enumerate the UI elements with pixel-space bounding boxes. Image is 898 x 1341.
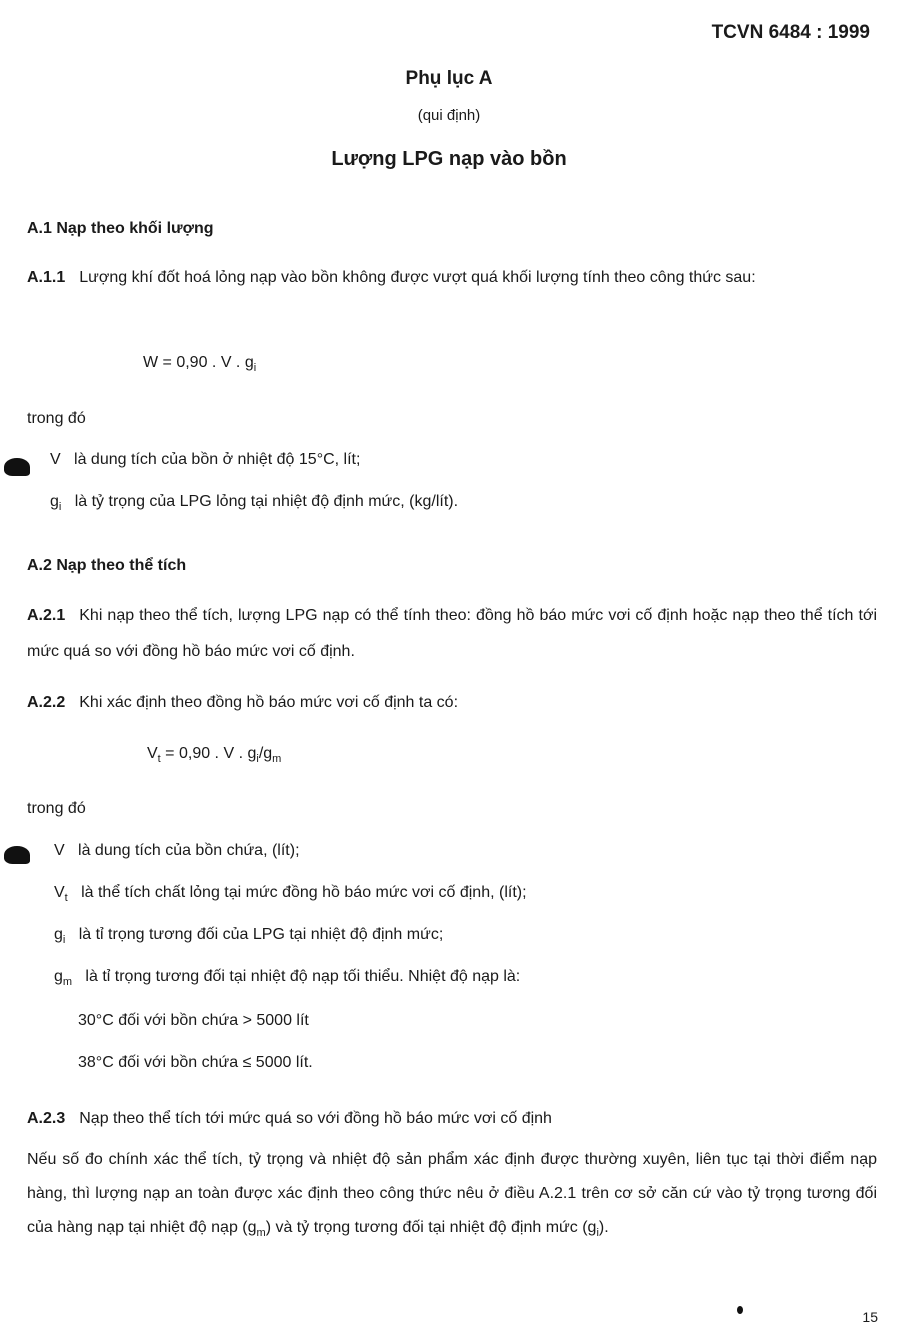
definition-text: là tỉ trọng tương đối tại nhiệt độ nạp tối thiểu. Nhiệt độ nạp là: — [85, 968, 521, 985]
formula-subscript: i — [253, 362, 257, 375]
paragraph-a22 — [27, 686, 877, 720]
definition-v — [54, 842, 300, 860]
section-heading-a1: A.1 Nạp theo khối lượng — [27, 220, 214, 237]
definition-v — [50, 451, 360, 469]
temperature-rule-2: 38°C đối với bồn chứa ≤ 5000 lít. — [78, 1054, 313, 1071]
formula-part: = 0,90 . V . g — [160, 745, 257, 762]
temperature-rule-1: 30°C đối với bồn chứa > 5000 lít — [78, 1012, 309, 1029]
where-label: trong đó — [27, 800, 86, 817]
symbol-subscript: m — [256, 1227, 266, 1240]
paragraph-a21 — [27, 598, 877, 670]
definition-gm — [54, 968, 520, 988]
formula-part: V — [147, 745, 158, 762]
definition-text: là tỉ trọng tương đối của LPG tại nhiệt độ định mức; — [78, 926, 444, 943]
appendix-title: Phụ lục A — [405, 68, 493, 89]
section-heading-a2: A.2 Nạp theo thể tích — [27, 557, 187, 574]
formula-part: /g — [258, 745, 273, 762]
symbol-subscript: i — [62, 934, 66, 947]
formula-vt — [147, 745, 281, 765]
symbol-subscript: t — [64, 892, 68, 905]
paragraph-a23 — [27, 1143, 877, 1250]
symbol-subscript: i — [596, 1227, 599, 1240]
definition-vt — [54, 884, 527, 904]
clause-number: A.1.1 — [27, 269, 66, 286]
formula-subscript: m — [272, 753, 282, 766]
definition-text: là dung tích của bồn ở nhiệt độ 15°C, lít; — [74, 451, 361, 468]
standard-code: TCVN 6484 : 1999 — [711, 22, 870, 43]
symbol: V — [54, 842, 65, 859]
clause-text: ) và tỷ trọng tương đối tại nhiệt độ định mức (g — [265, 1219, 597, 1236]
definition-text: là tỷ trọng của LPG lỏng tại nhiệt độ định mức, (kg/lít). — [74, 493, 459, 510]
formula-w — [143, 354, 256, 374]
definition-gi — [50, 493, 458, 513]
symbol: V — [50, 451, 61, 468]
formula-subscript: t — [157, 753, 161, 766]
appendix-subject: Lượng LPG nạp vào bồn — [331, 148, 567, 170]
formula-subscript: i — [256, 753, 259, 766]
definition-gi — [54, 926, 443, 946]
symbol: g — [50, 493, 59, 510]
heading-a23 — [27, 1102, 877, 1136]
symbol-subscript: m — [62, 976, 73, 989]
where-label: trong đó — [27, 410, 86, 427]
scan-mark — [4, 458, 30, 476]
paragraph-a11 — [27, 260, 877, 296]
clause-title: Nạp theo thể tích tới mức quá so với đồng hồ báo mức vơi cố định — [79, 1110, 552, 1127]
clause-text: Lượng khí đốt hoá lỏng nạp vào bồn không được vượt quá khối lượng tính theo công thức sau: — [79, 269, 756, 286]
definition-text: là dung tích của bồn chứa, (lít); — [78, 842, 300, 859]
clause-text: Khi nạp theo thể tích, lượng LPG nạp có thể tính theo: đồng hồ báo mức vơi cố định hoặc nạp theo thể tích tới mức quá so với đồng hồ báo mức vơi cố định. — [27, 607, 877, 660]
clause-text: Khi xác định theo đồng hồ báo mức vơi cố định ta có: — [79, 694, 459, 711]
symbol: V — [54, 884, 65, 901]
page-number: 15 — [862, 1309, 878, 1325]
symbol-subscript: i — [58, 501, 62, 514]
appendix-type: (qui định) — [417, 107, 481, 124]
clause-text: Nếu số đo chính xác thể tích, tỷ trọng và nhiệt độ sản phẩm xác định được thường xuyên, liên tục tại thời điểm nạp hàng, thì lượng nạp an toàn được xác định theo công thức nêu ở điều A.2.1 trên cơ sở căn cứ vào tỷ trọng tương đối của hàng nạp tại nhiệt độ nạp (g — [27, 1151, 877, 1236]
scan-speck — [737, 1306, 743, 1314]
definition-text: là thể tích chất lỏng tại mức đồng hồ báo mức vơi cố định, (lít); — [81, 884, 527, 901]
formula-text: W = 0,90 . V . g — [143, 354, 254, 371]
symbol: g — [54, 926, 63, 943]
clause-number: A.2.3 — [27, 1110, 66, 1127]
symbol: g — [54, 968, 63, 985]
scan-mark — [4, 846, 30, 864]
clause-number: A.2.1 — [27, 607, 66, 624]
clause-text: ). — [598, 1219, 609, 1236]
clause-number: A.2.2 — [27, 694, 66, 711]
